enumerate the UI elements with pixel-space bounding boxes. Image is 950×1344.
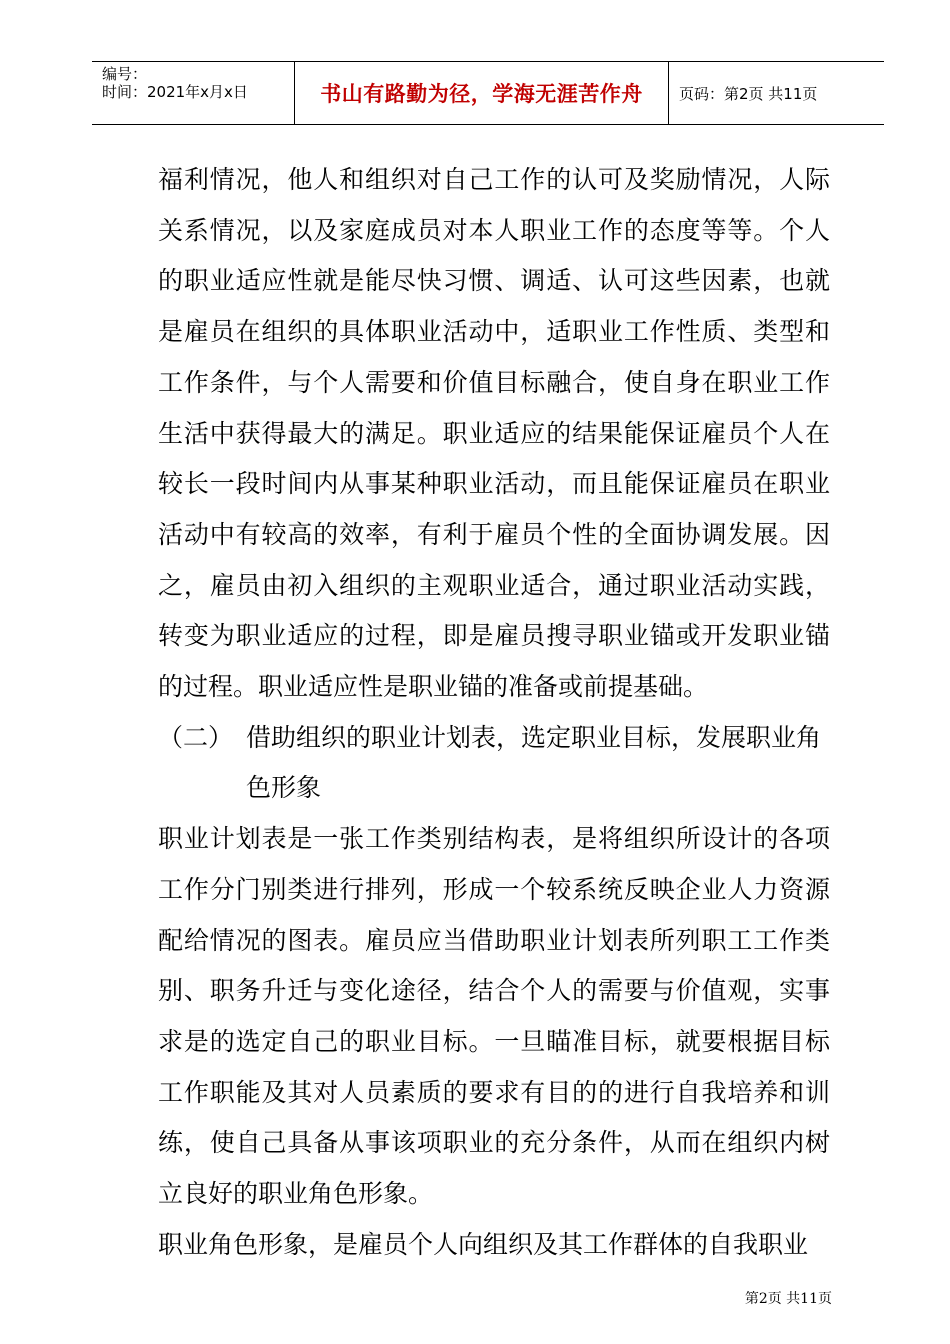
document-time: 时间：2021年x月x日 <box>102 83 248 101</box>
document-number: 编号： <box>102 65 148 83</box>
paragraph-1: 福利情况，他人和组织对自己工作的认可及奖励情况，人际关系情况，以及家庭成员对本人职业工作的态度等等。个人的职业适应性就是能尽快习惯、调适、认可这些因素，也就是雇员在组织的具体职业活动中，适职业工作性质、类型和工作条件，与个人需要和价值目标融合，使自身在职业工作生活中获得最大的满足。职业适应的结果能保证雇员个人在较长一段时间内从事某种职业活动，而且能保证雇员在职业活动中有较高的效率，有利于雇员个性的全面协调发展。因之，雇员由初入组织的主观职业适合，通过职业活动实践，转变为职业适应的过程，即是雇员搜寻职业锚或开发职业锚的过程。职业适应性是职业锚的准备或前提基础。 <box>158 165 830 702</box>
section-heading-number: （二） <box>158 722 234 752</box>
section-heading-text: 借助组织的职业计划表，选定职业目标，发展职业角色形象 <box>246 722 822 803</box>
paragraph-2: 职业计划表是一张工作类别结构表，是将组织所设计的各项工作分门别类进行排列，形成一个较系统反映企业人力资源配给情况的图表。雇员应当借助职业计划表所列职工工作类别、职务升迁与变化途径，结合个人的需要与价值观，实事求是的选定自己的职业目标。一旦瞄准目标，就要根据目标工作职能及其对人员素质的要求有目的的进行自我培养和训练，使自己具备从事该项职业的充分条件，从而在组织内树立良好的职业角色形象。 <box>158 824 830 1209</box>
page-header <box>92 61 884 125</box>
paragraph-3: 职业角色形象，是雇员个人向组织及其工作群体的自我职业 <box>158 1229 809 1259</box>
header-meta <box>92 62 295 124</box>
header-motto: 书山有路勤为径，学海无涯苦作舟 <box>295 62 669 124</box>
page-footer: 第2页 共11页 <box>744 1291 832 1307</box>
document-body <box>158 155 830 1270</box>
section-heading <box>158 713 830 814</box>
header-page-number: 页码：第2页 共11页 <box>679 84 818 103</box>
